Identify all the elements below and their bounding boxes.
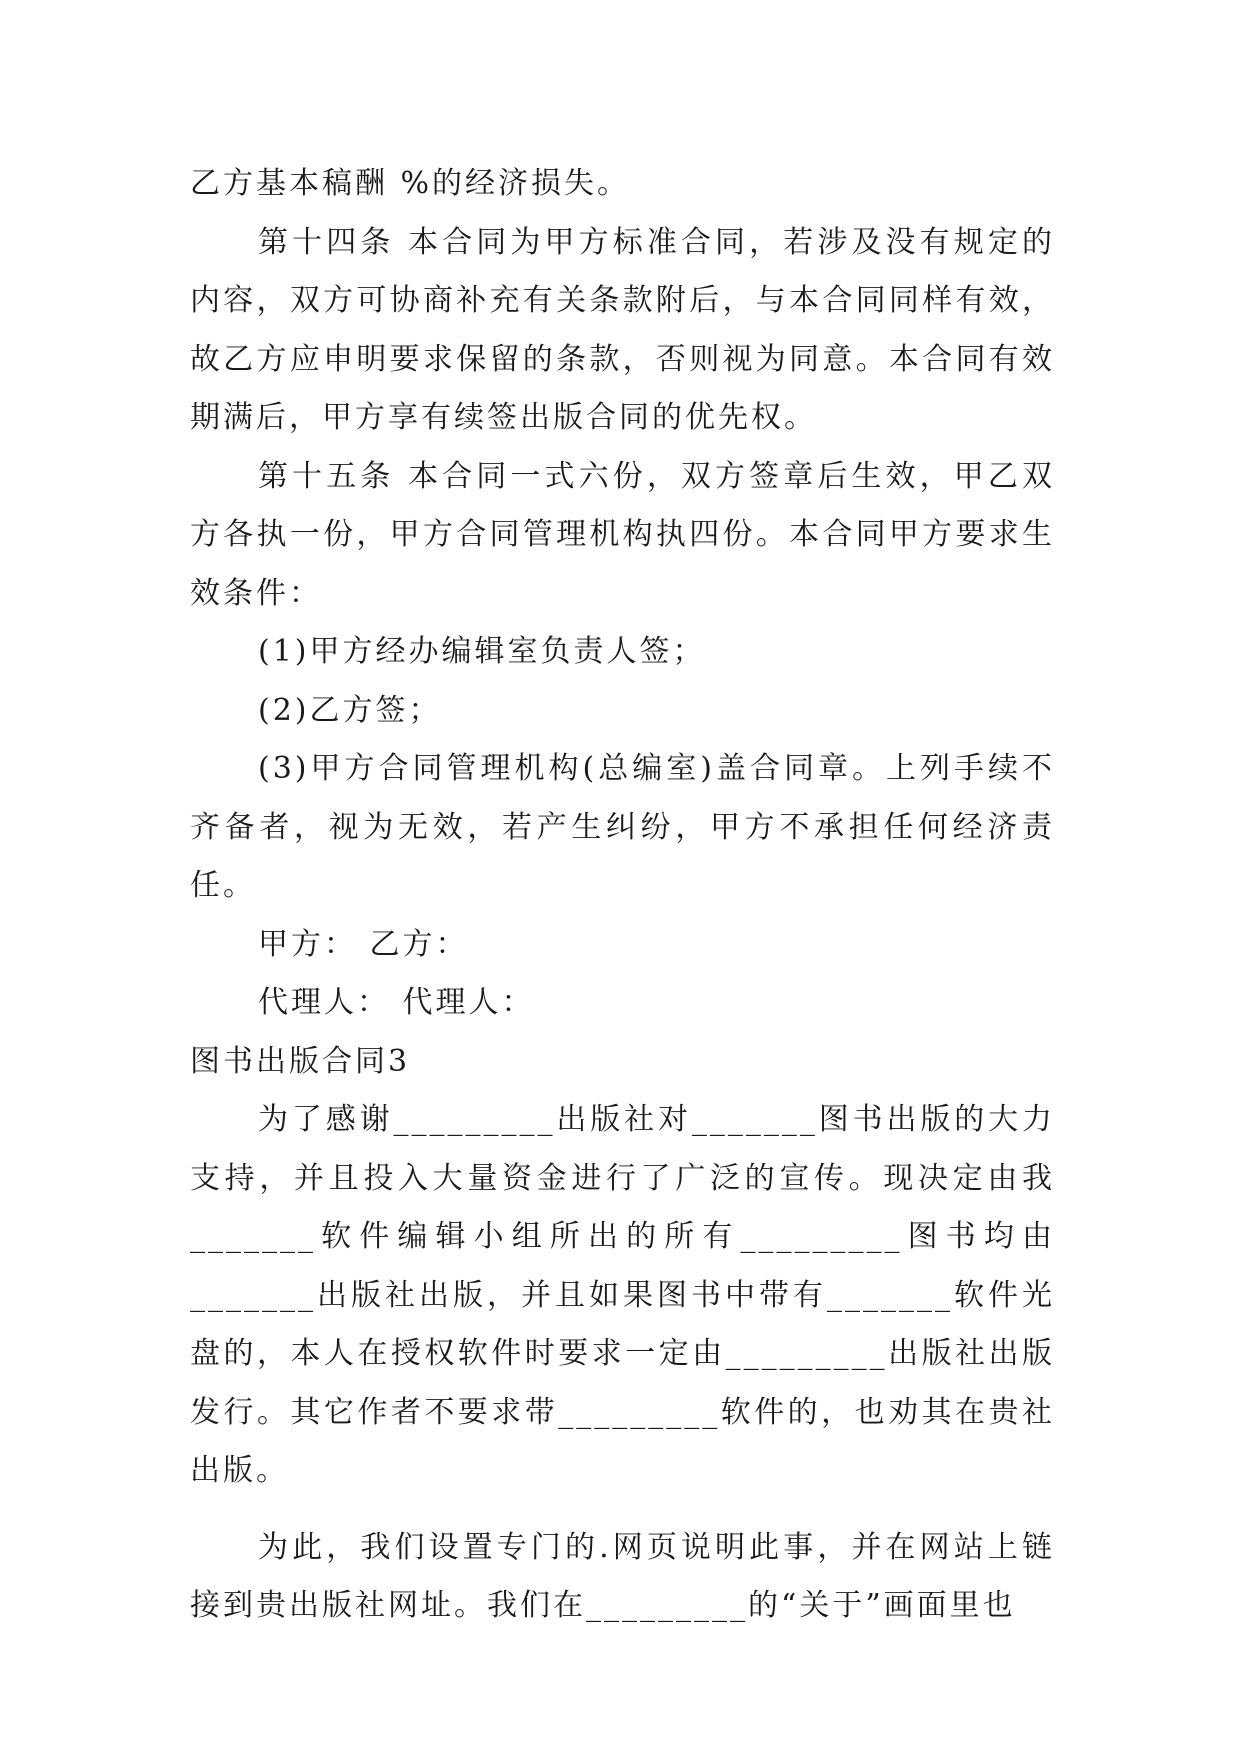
paragraph-article-15: 第十五条 本合同一式六份，双方签章后生效，甲乙双方各执一份，甲方合同管理机构执四份。本合同甲方要求生效条件： bbox=[190, 458, 1055, 611]
paragraph-article-14: 第十四条 本合同为甲方标准合同，若涉及没有规定的内容，双方可协商补充有关条款附后，与本合同同样有效，故乙方应申明要求保留的条款，否则视为同意。本合同有效期满后，甲方享有续签出版合同的优先权。 bbox=[190, 224, 1055, 435]
signature-parties: 甲方： 乙方： bbox=[258, 926, 469, 962]
paragraph-website: 为此，我们设置专门的.网页说明此事，并在网站上链接到贵出版社网址。我们在_________的“关于”画面里也 bbox=[190, 1529, 1055, 1623]
document-body bbox=[190, 155, 1055, 1636]
paragraph-continuation: 乙方基本稿酬 %的经济损失。 bbox=[190, 166, 631, 201]
list-item-condition-1: (1)甲方经办编辑室负责人签； bbox=[258, 634, 706, 669]
list-item-condition-3: (3)甲方合同管理机构(总编室)盖合同章。上列手续不齐备者，视为无效，若产生纠纷，甲方不承担任何经济责任。 bbox=[190, 751, 1055, 903]
section-heading: 图书出版合同3 bbox=[190, 1043, 411, 1079]
paragraph-thanks: 为了感谢_________出版社对_______图书出版的大力支持，并且投入大量资金进行了广泛的宣传。现决定由我_______软件编辑小组所出的所有_________图书均由_______出版社出版，并且如果图书中带有_______软件光盘的，本人在授权软件时要求一定由_________出版社出版发行。其它作者不要求带_________软件的，也劝其在贵社出版。 bbox=[190, 1102, 1055, 1488]
signature-agents: 代理人： 代理人： bbox=[258, 985, 535, 1020]
list-item-condition-2: (2)乙方签； bbox=[258, 692, 442, 728]
